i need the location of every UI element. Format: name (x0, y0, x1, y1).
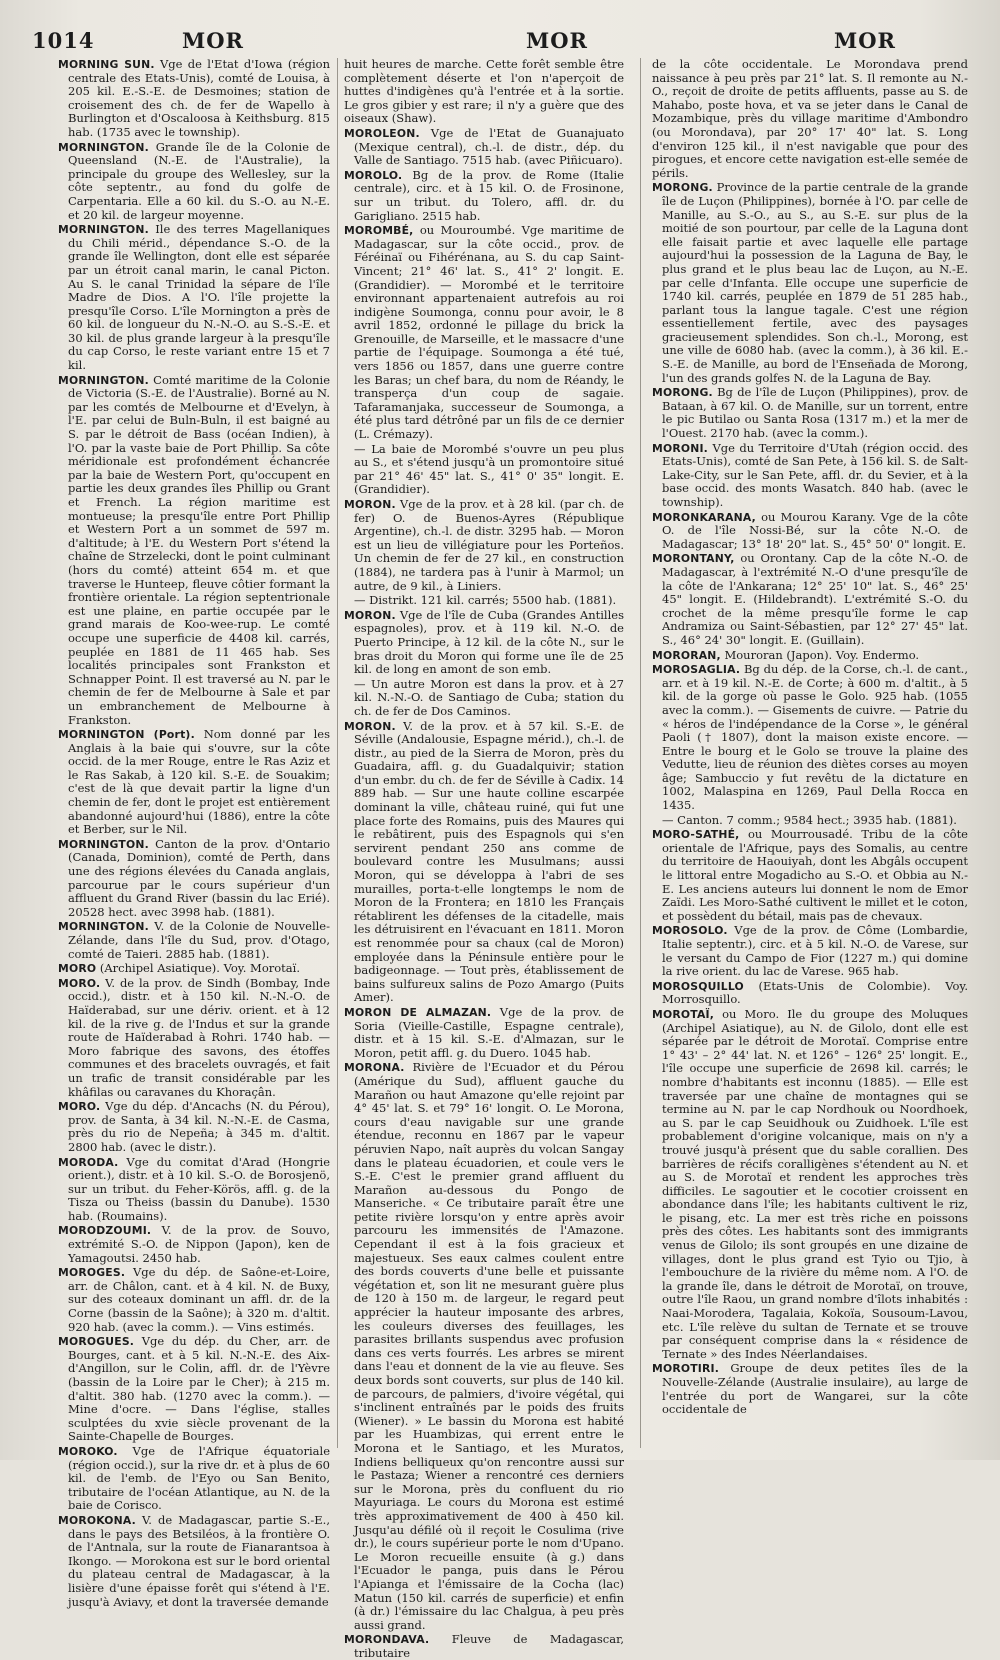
entry-headword: MOROMBÉ, (344, 224, 414, 238)
dictionary-entry (652, 924, 968, 978)
entry-headword: MOROTAÏ, (652, 1007, 715, 1021)
dictionary-entry (58, 1100, 330, 1154)
entry-headword: MORNINGTON. (58, 223, 149, 237)
dictionary-entry (58, 962, 330, 976)
guide-word-center: MOR (526, 28, 588, 53)
entry-body: V. de la prov. de Souvo, extrémité S.-O. de Nippon (Japon), ken de Yamagoutsi. 2450 hab. (68, 1223, 331, 1265)
entry-headword: MOROLO. (344, 168, 403, 182)
dictionary-entry (344, 720, 624, 1005)
entry-headword: MORNINGTON. (58, 373, 149, 387)
entry-headword: MORNINGTON. (58, 837, 149, 851)
dictionary-entry (652, 980, 968, 1007)
entry-body: de la côte occidentale. Le Morondava prend naissance à peu près par 21° lat. S. Il remonte au N.-O., reçoit de droite de petits affluents, passe au S. de Mahabo, poste hova, et va se jeter dans le Canal de Mozambique, près du village maritime d'Ambondro (ou Morondava), par 20° 17' 40" lat. S. Long d'environ 125 kil., il n'est navigable que pour des pirogues, et encore cette navigation est-elle semée de périls. (652, 57, 968, 180)
dictionary-entry (344, 678, 624, 719)
entry-headword: MOROKONA. (58, 1513, 136, 1527)
entry-headword: MORORAN, (652, 648, 721, 662)
entry-body: — La baie de Morombé s'ouvre un peu plus au S., et s'étend jusqu'à un promontoire situé par 21° 46' 45" lat. S., 41° 0' 35" longit. E. (Grandidier). (354, 441, 624, 497)
entry-headword: MORONA. (344, 1061, 405, 1075)
entry-body: ou Mourou Karany. Vge de la côte O. de l'île Nossi-Bé, sur la côte N.-O. de Madagascar; 13° 18' 20" lat. S., 45° 50' 0" longit. E. (662, 509, 969, 551)
entry-body: Vge du Territoire d'Utah (région occid. des Etats-Unis), comté de San Pete, à 156 kil. S. de Salt-Lake-City, sur le San Pete, affl. dr. du Sevier, et à la base occid. des monts Wasatch. 840 hab. (avec le township). (662, 440, 968, 509)
entry-body: huit heures de marche. Cette forêt semble être complètement déserte et l'on n'aperçoit de huttes d'indigènes qu'à l'entrée et à la sortie. Le gros gibier y est rare; il n'y a guère que des oiseaux (Shaw). (344, 57, 624, 126)
column-middle (344, 57, 625, 1660)
entry-headword: MORODZOUMI. (58, 1224, 152, 1238)
entry-body: Vge du dép. du Cher, arr. de Bourges, cant. et à 5 kil. N.-N.-E. des Aix-d'Angillon, sur le Colin, affl. dr. de l'Yèvre (bassin de la Loire par le Cher); à 215 m. d'altit. 380 hab. (1270 avec la comm.). — Mine d'ocre. — Dans l'église, stalles sculptées du xvie siècle provenant de la Sainte-Chapelle de Bourges. (68, 1334, 331, 1444)
entry-body: Bg de l'île de Luçon (Philippines), prov. de Bataan, à 67 kil. O. de Manille, sur un torrent, entre le pic Butilao ou Santa Rosa (1317 m.) et la mer de l'Ouest. 2170 hab. (avec la comm.). (662, 385, 968, 441)
entry-body: Vge de l'Etat de Guanajuato (Mexique central), ch.-l. de distr., dép. du Valle de Santiago. 7515 hab. (avec Piñicuaro). (354, 125, 624, 168)
dictionary-entry (652, 663, 968, 813)
entry-headword: MOROGUES. (58, 1335, 135, 1349)
dictionary-entry (58, 1335, 330, 1444)
entry-body: V. de la Colonie de Nouvelle-Zélande, dans l'île du Sud, prov. d'Otago, comté de Taieri. 2885 hab. (1881). (68, 919, 330, 961)
dictionary-entry (344, 1633, 624, 1660)
dictionary-entry (652, 511, 968, 552)
entry-body: Vge de la prov. de Soria (Vieille-Castille, Espagne centrale), distr. et à 15 kil. S.-E. d'Almazan, sur le Moron, petit affl. g. du Duero. 1045 hab. (354, 1004, 624, 1060)
entry-body: Vge de l'île de Cuba (Grandes Antilles espagnoles), prov. et à 119 kil. N.-O. de Puerto Principe, à 12 kil. de la côte N., sur le bras droit du Moron qui forme une île de 25 kil. de long en amont de son emb. (354, 607, 624, 677)
entry-headword: MORO (58, 962, 97, 976)
entry-body: Ile des terres Magellaniques du Chili mérid., dépendance S.-O. de la grande île Wellington, dont elle est séparée par un étroit canal marin, le canal Picton. Au S. le canal Trinidad la sépare de l'île Madre de Dios. A l'O. l'île projette la presqu'île Corso. L'île Mornington a près de 60 kil. de longueur du N.-N.-O. au S.-S.-E. et 30 kil. de plus grande largeur à la presqu'île du cap Corso, le reste variant entre 15 et 7 kil. (68, 222, 330, 373)
dictionary-entry (58, 1224, 330, 1265)
entry-headword: MORONTANY, (652, 552, 735, 566)
dictionary-entry (58, 1445, 330, 1513)
column-divider (640, 58, 641, 1448)
entry-headword: MORON. (344, 498, 396, 511)
dictionary-entry (652, 181, 968, 385)
entry-body: Fleuve de Madagascar, tributaire (354, 1632, 624, 1660)
entry-headword: MORNINGTON (Port). (58, 728, 195, 742)
dictionary-entry (652, 386, 968, 440)
dictionary-entry (58, 977, 330, 1099)
entry-body: Nom donné par les Anglais à la baie qui s'ouvre, sur la côte occid. de la mer Rouge, entre le Ras Aziz et le Ras Sakab, à 120 kil. S.-E. de Souakim; c'est de là que devait partir la ligne d'un chemin de fer, dont le projet est entièrement abandonné aujourd'hui (1886), entre la côte et Berber, sur le Nil. (68, 727, 330, 837)
entry-headword: MORON. (344, 608, 396, 622)
entry-body: Mouroran (Japon). Voy. Endermo. (724, 647, 920, 662)
dictionary-entry (344, 1061, 624, 1632)
entry-body: (Etats-Unis de Colombie). Voy. Morrosquillo. (662, 978, 969, 1007)
dictionary-entry (58, 223, 330, 373)
dictionary-entry (344, 169, 624, 223)
column-right (652, 58, 968, 1450)
entry-headword: MORNINGTON. (58, 920, 149, 934)
dictionary-entry (652, 828, 968, 923)
column-left (58, 57, 331, 1609)
entry-headword: MOROTIRI. (652, 1362, 720, 1376)
entry-headword: MORONG. (652, 181, 713, 195)
entry-body: Comté maritime de la Colonie de Victoria (S.-E. de l'Australie). Borné au N. par les comtés de Melbourne et d'Evelyn, à l'E. par celui de Buln-Buln, il est baigné au S. par le détroit de Bass (océan Indien), à l'O. par la vaste baie de Port Phillip. Sa côte méridionale est profondément échancrée par la baie de Western Port, qu'occupent en partie les deux grandes îles Phillip ou Grant et French. La région maritime est montueuse; la presqu'île entre Port Phillip et Western Port a un sommet de 597 m. d'altitude; à l'E. du Western Port s'étend la chaîne de Strzelecki, dont le point culminant (hors du comté) atteint 654 m. et que traverse le Hunteep, fleuve côtier formant la frontière orientale. La région septentrionale est une plaine, en partie occupée par le grand marais de Koo-wee-rup. Le comté occupe une superficie de 4408 kil. carrés, peuplée en 1881 de 11 465 hab. Ses localités principales sont Frankston et Schnapper Point. Il est traversé au N. par le chemin de fer de Melbourne à Sale et par un embranchement de Melbourne à Frankston. (68, 372, 331, 727)
dictionary-entry (652, 814, 968, 828)
entry-body: Vge de l'Afrique équatoriale (région occid.), sur la rive dr. et à plus de 60 kil. de l'emb. de l'Eyo ou San Benito, tributaire de l'océan Atlantique, au N. de la baie de Corisco. (68, 1443, 331, 1513)
entry-body: Province de la partie centrale de la grande île de Luçon (Philippines), bornée à l'O. par celle de Manille, au S.-O., au S., au S.-E. sur plus de la moitié de son pourtour, par celle de la Laguna dont elle faisait partie et avec laquelle elle partage aujourd'hui la possession de la Laguna de Bay, le plus grand et le plus beau lac de Luçon, au N.-E. par celle d'Infanta. Elle occupe une superficie de 1740 kil. carrés, peuplée en 1879 de 51 285 hab., parlant tous la langue tagale. C'est une région essentiellement fertile, avec des paysages gracieusement splendides. Son ch.-l., Morong, est une ville de 6080 hab. (avec la comm.), à 36 kil. E.-S.-E. de Manille, au bord de l'Enseñada de Morong, l'un des grands golfes N. de la Laguna de Bay. (662, 180, 969, 385)
entry-headword: MOROSAGLIA. (652, 663, 741, 677)
dictionary-entry (58, 1156, 330, 1224)
dictionary-entry (58, 838, 330, 920)
running-header (32, 28, 976, 58)
entry-body: Vge du dép. d'Ancachs (N. du Pérou), prov. de Santa, à 34 kil. N.-N.-E. de Casma, près du rio de Nepeña; à 345 m. d'altit. 2800 hab. (avec le distr.). (68, 1099, 330, 1154)
dictionary-entry (652, 442, 968, 510)
dictionary-entry (58, 728, 330, 837)
entry-headword: MORON. (344, 719, 396, 733)
entry-body: Vge du comitat d'Arad (Hongrie orient.), distr. et à 10 kil. S.-O. de Borosjenö, sur un tribut. du Feher-Körös, affl. g. de la Tisza ou Theiss (bassin du Danube). 1530 hab. (Roumains). (68, 1154, 331, 1223)
dictionary-entry (344, 224, 624, 442)
dictionary-entry (652, 552, 968, 647)
guide-word-right: MOR (834, 28, 896, 53)
entry-headword: MORO. (58, 976, 101, 990)
entry-body: V. de la prov. de Sindh (Bombay, Inde occid.), distr. et à 150 kil. N.-N.-O. de Haïderabad, sur une dériv. orient. et à 12 kil. de la rive g. de l'Indus et sur la grande route de Haïderabad à Rohri. 1740 hab. — Moro fabrique des savons, des étoffes communes et des bracelets ouvragés, et fait un trafic de transit considérable par les khâfilas ou caravanes du Khoraçân. (68, 975, 330, 1099)
entry-body: Grande île de la Colonie de Queensland (N.-E. de l'Australie), la principale du groupe des Wellesley, sur la côte septentr., au fond du golfe de Carpentaria. Elle a 60 kil. du S.-O. au N.-E. et 20 kil. de largeur moyenne. (68, 139, 331, 222)
entry-body: ou Orontany. Cap de la côte N.-O. de Madagascar, à l'extrémité N.-O d'une presqu'île de la côte de l'Ankarana; 12° 25' 10" lat. S., 46° 25' 45" longit. E. (Hildebrandt). L'extrémité S.-O. du crochet de la même presqu'île forme le cap Andramiza ou Saint-Sébastien, par 12° 27' 45" lat. S., 46° 24' 30" longit. E. (Guillain). (662, 551, 969, 647)
dictionary-entry (344, 1006, 624, 1060)
entry-headword: MORNINGTON. (58, 140, 149, 154)
entry-body: V. de la prov. et à 57 kil. S.-E. de Séville (Andalousie, Espagne mérid.), ch.-l. de distr., au pied de la Sierra de Moron, près du Guadaira, affl. g. du Guadalquivir; station d'un embr. du ch. de fer de Séville à Cadix. 14 889 hab. — Sur une haute colline escarpée dominant la ville, château ruiné, qui fut une place forte des Romains, puis des Maures qui le rebâtirent, puis des Espagnols qui s'en servirent pendant 250 ans comme de boulevard contre les Musulmans; aussi Moron, qui se développa à l'abri de ses murailles, porta-t-elle longtemps le nom de Moron de la Frontera; en 1810 les Français rétablirent les défenses de la citadelle, mais les détruisirent en l'évacuant en 1811. Moron est renommée pour sa chaux (cal de Moron) employée dans la Péninsule entière pour le badigeonnage. — Tout près, établissement de bains sulfureux salins de Pozo Amargo (Puits Amer). (354, 718, 625, 1005)
dictionary-entry (58, 1266, 330, 1334)
entry-body: ou Moro. Ile du groupe des Moluques (Archipel Asiatique), au N. de Gilolo, dont elle est séparée par le détroit de Morotaï. Comprise entre 1° 43' – 2° 44' lat. N. et 126° – 126° 25' longit. E., l'île occupe une superficie de 2698 kil. carrés; le nombre d'habitants est inconnu (1885). — Elle est traversée par une chaîne de montagnes qui se termine au N. par le cap Nordhouk ou Noordhoek, au S. par le cap Seuidhouk ou Zuidhoek. L'île est probablement d'origine volcanique, mais on n'y a trouvé jusqu'à présent que du sable corallien. Des barrières de récifs coralligènes s'étendent au N. et au S. de Morotaï et rendent les approches très difficiles. Le sagoutier et le cocotier croissent en abondance dans l'île; les habitants cultivent le riz, le pisang, etc. La mer est très riche en poissons près des côtes. Les habitants sont des immigrants venus de Gilolo; ils sont groupés en une dizaine de villages, dont le plus grand est Tyio ou Tjio, à l'embouchure de la rivière du même nom. A l'O. de la grande île, dans le détroit de Morotaï, on trouve, outre l'île Raou, un grand nombre d'îlots inhabités : Naai-Morodera, Tagalaia, Kokoïa, Sousoum-Lavou, etc. L'île relève du sultan de Ternate et se trouve par conséquent comprise dans la « résidence de Ternate » des Indes Néerlandaises. (662, 1006, 968, 1361)
entry-headword: MORODA. (58, 1155, 119, 1169)
entry-headword: MORO-SATHÉ, (652, 828, 740, 842)
entry-headword: MORONDAVA. (344, 1633, 430, 1647)
entry-body: Vge de l'Etat d'Iowa (région centrale des Etats-Unis), comté de Louisa, à 205 kil. E.-S.-E. de Desmoines; station de croisement des ch. de fer de Wapello à Burlington et d'Oscaloosa à Keithsburg. 815 hab. (1735 avec le township). (68, 57, 330, 139)
entry-headword: MOROLEON. (344, 126, 420, 140)
dictionary-entry (344, 443, 624, 497)
dictionary-entry (652, 58, 968, 180)
guide-word-left: MOR (182, 28, 244, 53)
dictionary-entry (58, 920, 330, 961)
entry-body: — Canton. 7 comm.; 9584 hect.; 3935 hab. (1881). (662, 812, 957, 827)
entry-body: Vge du dép. de Saône-et-Loire, arr. de Châlon, cant. et à 4 kil. N. de Buxy, sur des coteaux dominant un affl. dr. de la Corne (bassin de la Saône); à 320 m. d'altit. 920 hab. (avec la comm.). — Vins estimés. (68, 1265, 331, 1334)
dictionary-entry (344, 498, 624, 593)
entry-body: Bg du dép. de la Corse, ch.-l. de cant., arr. et à 19 kil. N.-E. de Corte; à 600 m. d'altit., à 5 kil. de la gorge où passe le Golo. 925 hab. (1055 avec la comm.). — Gisements de cuivre. — Patrie du « héros de l'indépendance de la Corse », le général Paoli († 1807), dont la maison existe encore. — Entre le bourg et le Golo se trouve la plaine des Vedutte, lieu de réunion des diètes corses au moyen âge; Sambuccio y fut revêtu de la dictature en 1002, Malaspina en 1269, Paul Della Rocca en 1435. (662, 662, 968, 813)
entry-headword: MOROSQUILLO (652, 979, 744, 993)
entry-headword: MORONG. (652, 386, 713, 400)
entry-body: Vge de la prov. de Côme (Lombardie, Italie septentr.), circ. et à 5 kil. N.-O. de Varese, sur le versant du Campo de Fior (1227 m.) qui domine la rive orient. du lac de Varese. 965 hab. (662, 923, 969, 979)
entry-headword: MORONI. (652, 441, 708, 455)
dictionary-entry (58, 58, 330, 140)
entry-headword: MOROKO. (58, 1444, 118, 1458)
dictionary-entry (344, 127, 624, 168)
entry-body: — Distrikt. 121 kil. carrés; 5500 hab. (1881). (354, 593, 617, 608)
entry-body: ou Mourrousadé. Tribu de la côte orientale de l'Afrique, pays des Somalis, au centre du territoire de Haouiyah, dont les Abgâls occupent le littoral entre Mogadicho au S.-O. et Obbia au N.-E. Les anciens auteurs lui donnent le nom de Emor Zaïdi. Les Moro-Sathé cultivent le millet et le coton, et possèdent du bétail, mais pas de chevaux. (662, 827, 968, 923)
dictionary-entry (344, 609, 624, 677)
entry-headword: MORON DE ALMAZAN. (344, 1005, 492, 1019)
dictionary-entry (344, 58, 624, 126)
entry-body: Canton de la prov. d'Ontario (Canada, Dominion), comté de Perth, dans une des régions élevées du Canada anglais, parcourue par le cours supérieur d'un affluent du Grand River (bassin du lac Erié). 20528 hect. avec 3998 hab. (1881). (68, 836, 331, 919)
dictionary-entry (652, 649, 968, 663)
entry-headword: MORNING SUN. (58, 58, 155, 71)
entry-headword: MORO. (58, 1100, 101, 1114)
entry-body: Vge de la prov. et à 28 kil. (par ch. de fer) O. de Buenos-Ayres (République Argentine), ch.-l. de distr. 3295 hab. — Moron est un lieu de villégiature pour les Porteños. Un chemin de fer de 27 kil., en construction (1884), ne tardera pas à l'unir à Marmol; un autre, de 9 kil., à Liniers. (354, 497, 624, 593)
entry-headword: MOROGES. (58, 1266, 126, 1280)
dictionary-entry (58, 141, 330, 223)
entry-body: Rivière de l'Ecuador et du Pérou (Amérique du Sud), affluent gauche du Marañon ou haut Amazone qu'elle rejoint par 4° 45' lat. S. et 79° 16' longit. O. Le Morona, cours d'eau navigable sur une grande étendue, reconnu en 1867 par le vapeur péruvien Napo, naît auprès du volcan Sangay dans le plateau écuadorien, et coule vers le S.-E. C'est le premier grand affluent du Marañon au-dessous du Pongo de Manseriche. « Ce tributaire paraît être une petite rivière lorsqu'on y entre après avoir parcouru les immensités de l'Amazone. Cependant il est à la fois gracieux et majestueux. Ses eaux calmes coulent entre des bords couverts d'une belle et puissante végétation et, son lit ne mesurant guère plus de 120 à 150 m. de largeur, le regard peut apprécier la hauteur imposante des arbres, les couleurs diverses des feuillages, les parasites brillants suspendus avec profusion dans ces verts fourrés. Les arbres se mirent dans l'eau et donnent de la vie au fleuve. Ses deux bords sont couverts, sur plus de 140 kil. de parcours, de palmiers, d'ivoire végétal, qui s'inclinent entraînés par le poids des fruits (Wiener). » Le bassin du Morona est habité par les Huambizas, qui errent entre le Morona et le Santiago, et les Muratos, Indiens belliqueux qu'on rencontre aussi sur le Pastaza; Wiener a rencontré ces derniers sur le Morona, près du confluent du rio Mayuriaga. Le cours du Morona est estimé très approximativement de 400 à 450 kil. Jusqu'au défilé où il reçoit le Cosulima (rive dr.), le cours supérieur porte le nom d'Upano. Le Moron recueille ensuite (à g.) dans l'Ecuador le panga, puis dans le Pérou l'Apianga et l'émissaire de la Cocha (lac) Matun (150 kil. carrés de superficie) et enfin (à dr.) l'émissaire du lac Chalgua, à peu près aussi grand. (354, 1060, 625, 1632)
dictionary-entry (652, 1362, 968, 1416)
entry-headword: MORONKARANA, (652, 510, 756, 524)
entry-body: Groupe de deux petites îles de la Nouvelle-Zélande (Australie insulaire), au large de l'entrée du port de Wangarei, sur la côte occidentale de (662, 1361, 969, 1417)
entry-headword: MOROSOLO. (652, 924, 728, 938)
dictionary-entry (58, 374, 330, 727)
dictionary-entry (58, 1514, 330, 1609)
entry-body: — Un autre Moron est dans la prov. et à 27 kil. N.-N.-O. de Santiago de Cuba; station du ch. de fer de Dos Caminos. (354, 676, 624, 718)
column-divider (337, 58, 338, 1448)
dictionary-entry (344, 594, 624, 608)
entry-body: ou Mouroumbé. Vge maritime de Madagascar, sur la côte occid., prov. de Féréinaï ou Fihérénana, au S. du cap Saint-Vincent; 21° 46' lat. S., 41° 2' longit. E. (Grandidier). — Morombé et le territoire environnant appartenaient autrefois au roi indigène Soumonga, connu pour avoir, le 8 avril 1852, ordonné le pillage du brick la Grenouille, de Marseille, et le massacre d'une partie de l'équipage. Soumonga a été tué, vers 1856 ou 1857, dans une guerre contre les Baras; un chef bara, du nom de Réandy, le transperça d'un coup de sagaie. Tafaramanjaka, successeur de Soumonga, a été plus tard détrôné par un fils de ce dernier (L. Crémazy). (354, 223, 624, 442)
page-number: 1014 (32, 28, 95, 53)
entry-body: V. de Madagascar, partie S.-E., dans le pays des Betsiléos, à la frontière O. de l'Antnala, sur la route de Fianarantsoa à Ikongo. — Morokona est sur le bord oriental du plateau central de Madagascar, à la lisière d'une épaisse forêt qui s'étend à l'E. jusqu'à Aviavy, et dont la traversée demande (68, 1512, 330, 1609)
entry-body: (Archipel Asiatique). Voy. Morotaï. (99, 961, 300, 976)
entry-body: Bg de la prov. de Rome (Italie centrale), circ. et à 15 kil. O. de Frosinone, sur un tribut. du Tolero, affl. dr. du Garigliano. 2515 hab. (354, 167, 624, 223)
dictionary-entry (652, 1008, 968, 1361)
